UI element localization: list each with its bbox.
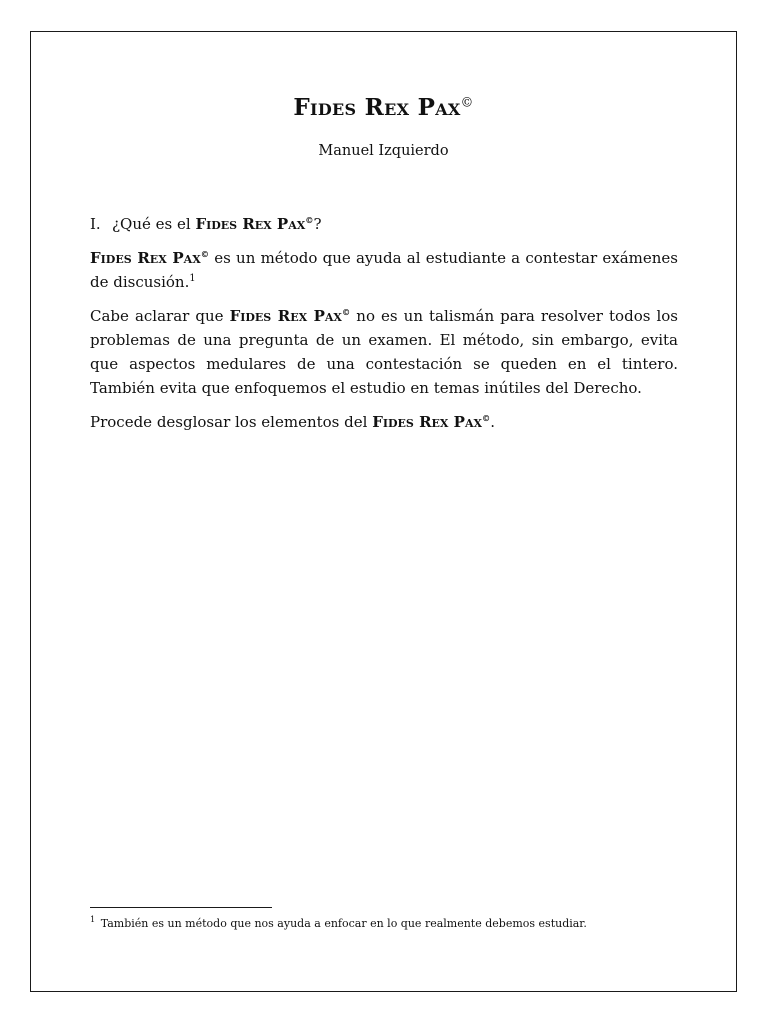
paragraph-elements-pre: Procede desglosar los elementos del [90, 413, 373, 431]
paragraph-definition [90, 246, 678, 294]
document-page [30, 31, 737, 992]
brand-copyright-symbol: © [482, 413, 491, 423]
brand-copyright-symbol: © [341, 307, 351, 317]
brand-copyright-symbol: © [200, 249, 210, 259]
section-heading [90, 212, 678, 236]
paragraph-brand [90, 249, 209, 267]
document-title [31, 94, 736, 121]
document-body [90, 212, 678, 444]
footnote [90, 916, 690, 931]
section-heading-text-post: ? [313, 215, 322, 233]
title-brand: Fides Rex Pax [293, 94, 461, 121]
paragraph-clarification [90, 304, 678, 400]
footnote-reference[interactable]: 1 [189, 273, 196, 284]
section-heading-brand [195, 215, 313, 233]
title-copyright-symbol: © [460, 94, 474, 110]
brand-name: Fides Rex Pax [229, 307, 342, 325]
footnote-text: También es un método que nos ayuda a enfocar en lo que realmente debemos estudiar. [97, 917, 587, 930]
brand-name: Fides Rex Pax [90, 249, 201, 267]
paragraph-elements-post: . [490, 413, 496, 431]
paragraph-brand [372, 413, 490, 431]
footnote-number: 1 [90, 914, 96, 925]
section-number: I. [90, 215, 101, 233]
brand-name: Fides Rex Pax [372, 413, 483, 431]
section-heading-text-pre: ¿Qué es el [112, 215, 196, 233]
author-name: Manuel Izquierdo [318, 143, 449, 159]
paragraph-clarification-pre: Cabe aclarar que [90, 307, 230, 325]
paragraph-elements [90, 410, 678, 434]
footnote-separator [90, 907, 272, 908]
brand-name: Fides Rex Pax [195, 215, 306, 233]
paragraph-definition-text: es un método que ayuda al estudiante a contestar exámenes de discusión. [90, 249, 679, 291]
paragraph-clarification-post: no es un talismán para resolver todos los problemas de una pregunta de un examen. El método, sin embargo, evita que aspectos medulares de una contestación se queden en el tintero. También evita que enfoquemos el estudio en temas inútiles del Derecho. [90, 307, 678, 397]
paragraph-brand [230, 307, 351, 325]
brand-copyright-symbol: © [305, 215, 314, 225]
